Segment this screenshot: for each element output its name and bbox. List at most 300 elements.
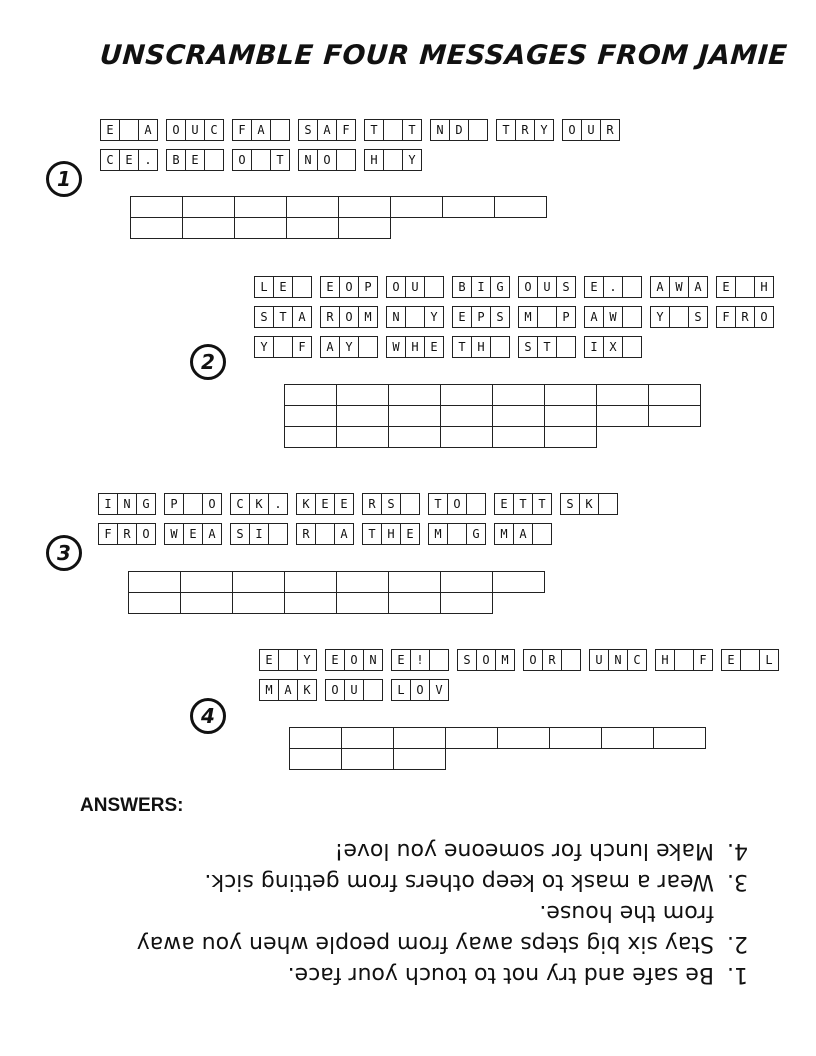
answer-box[interactable] <box>393 727 446 749</box>
letter-box: I <box>584 336 604 358</box>
answer-box[interactable] <box>234 196 287 218</box>
letter-box: N <box>386 306 406 328</box>
letter-box: P <box>359 276 378 298</box>
letter-box: K <box>298 679 317 701</box>
answer-box[interactable] <box>130 217 183 239</box>
letter-box: E <box>316 493 335 515</box>
answer-box[interactable] <box>492 384 545 406</box>
letter-box: E <box>320 276 340 298</box>
letter-box: M <box>494 523 514 545</box>
answer-box[interactable] <box>549 727 602 749</box>
scramble-chunk <box>518 306 576 328</box>
scramble-chunk <box>650 306 708 328</box>
answer-box[interactable] <box>289 727 342 749</box>
letter-box: N <box>118 493 137 515</box>
letter-box: N <box>430 119 450 141</box>
letter-box: A <box>293 306 312 328</box>
letter-box <box>401 493 420 515</box>
scramble-chunk <box>494 523 552 545</box>
scramble-chunk <box>100 149 158 171</box>
answer-row <box>130 217 546 238</box>
letter-box: U <box>538 276 557 298</box>
answer-box[interactable] <box>544 426 597 448</box>
scramble-chunk <box>428 493 486 515</box>
answer-box[interactable] <box>393 748 446 770</box>
letter-box: E <box>100 119 120 141</box>
letter-box: O <box>345 649 364 671</box>
scramble-chunk <box>523 649 581 671</box>
letter-box: P <box>164 493 184 515</box>
answer-grid-2[interactable] <box>284 384 700 447</box>
worksheet-title: UNSCRAMBLE FOUR MESSAGES FROM JAMIE <box>98 40 789 71</box>
scramble-chunk <box>230 523 288 545</box>
answer-box[interactable] <box>336 592 389 614</box>
scramble-chunk <box>386 336 444 358</box>
answer-box[interactable] <box>648 384 701 406</box>
letter-box: O <box>340 276 359 298</box>
scramble-chunk <box>254 276 312 298</box>
letter-box: T <box>533 493 552 515</box>
answer-box[interactable] <box>544 405 597 427</box>
letter-box <box>741 649 760 671</box>
answer-item: 2. Stay six big steps away from people when you away from the house. <box>100 897 720 959</box>
scramble-line <box>254 306 782 328</box>
answer-box[interactable] <box>284 405 337 427</box>
scramble-chunk <box>166 149 224 171</box>
letter-box: S <box>491 306 510 328</box>
letter-box: F <box>232 119 252 141</box>
answer-box[interactable] <box>180 592 233 614</box>
letter-box <box>337 149 356 171</box>
letter-box: E <box>186 149 205 171</box>
letter-box: Y <box>298 649 317 671</box>
letter-box: O <box>166 119 186 141</box>
answer-row <box>289 727 705 748</box>
letter-box: V <box>430 679 449 701</box>
scramble-chunk <box>259 679 317 701</box>
answer-box[interactable] <box>388 592 441 614</box>
scramble-chunk <box>298 119 356 141</box>
answer-box[interactable] <box>338 217 391 239</box>
letter-box: I <box>472 276 491 298</box>
letter-box <box>491 336 510 358</box>
scramble-chunk <box>362 523 420 545</box>
letter-box <box>538 306 557 328</box>
letter-box: K <box>580 493 599 515</box>
answer-box[interactable] <box>445 727 498 749</box>
answer-box[interactable] <box>442 196 495 218</box>
scramble-line <box>100 119 628 141</box>
scramble-chunk <box>494 493 552 515</box>
scramble-chunk <box>164 493 222 515</box>
letter-box: Y <box>425 306 444 328</box>
letter-box: A <box>139 119 158 141</box>
letter-box <box>467 493 486 515</box>
scramble-line <box>98 523 560 545</box>
letter-box: E <box>425 336 444 358</box>
letter-box: E <box>452 306 472 328</box>
letter-box: H <box>364 149 384 171</box>
letter-box <box>384 119 403 141</box>
answer-box[interactable] <box>440 571 493 593</box>
letter-box: W <box>670 276 689 298</box>
letter-box: R <box>516 119 535 141</box>
scramble-chunk <box>655 649 713 671</box>
letter-box: E <box>259 649 279 671</box>
answers-label: ANSWERS: <box>80 795 184 816</box>
letter-box <box>557 336 576 358</box>
letter-box <box>205 149 224 171</box>
letter-box: Y <box>340 336 359 358</box>
answer-box[interactable] <box>440 592 493 614</box>
letter-box: A <box>318 119 337 141</box>
letter-box: T <box>362 523 382 545</box>
answer-box[interactable] <box>128 571 181 593</box>
answer-row <box>128 571 544 592</box>
letter-box: E <box>325 649 345 671</box>
scramble-chunk <box>325 649 383 671</box>
answer-grid-1[interactable] <box>130 196 546 238</box>
scramble-chunk <box>232 119 290 141</box>
letter-box: P <box>472 306 491 328</box>
letter-box: A <box>650 276 670 298</box>
answer-row <box>130 196 546 217</box>
answer-row <box>284 405 700 426</box>
letter-box: L <box>254 276 274 298</box>
letter-box: X <box>604 336 623 358</box>
puzzle-number-4: 4 <box>190 698 226 734</box>
letter-box: B <box>452 276 472 298</box>
letter-box: F <box>716 306 736 328</box>
letter-box: S <box>230 523 250 545</box>
answer-row <box>289 748 705 769</box>
letter-box: R <box>543 649 562 671</box>
letter-box <box>406 306 425 328</box>
scramble-line <box>259 679 457 701</box>
letter-box: U <box>589 649 609 671</box>
answer-box[interactable] <box>492 571 545 593</box>
letter-box: A <box>320 336 340 358</box>
letter-box <box>316 523 335 545</box>
letter-box: T <box>271 149 290 171</box>
scramble-chunk <box>584 306 642 328</box>
scramble-chunk <box>100 119 158 141</box>
answer-grid-3[interactable] <box>128 571 544 613</box>
letter-box: . <box>269 493 288 515</box>
scramble-chunk <box>298 149 356 171</box>
letter-box: L <box>760 649 779 671</box>
letter-box: E <box>184 523 203 545</box>
letter-box <box>533 523 552 545</box>
letter-box: K <box>296 493 316 515</box>
scramble-chunk <box>584 276 642 298</box>
letter-box: F <box>293 336 312 358</box>
letter-box: M <box>259 679 279 701</box>
answer-box[interactable] <box>338 196 391 218</box>
answer-box[interactable] <box>388 426 441 448</box>
letter-box: G <box>491 276 510 298</box>
letter-box: O <box>523 649 543 671</box>
answer-box[interactable] <box>388 571 441 593</box>
letter-box: S <box>557 276 576 298</box>
answer-row <box>284 384 700 405</box>
answer-box[interactable] <box>284 426 337 448</box>
letter-box <box>425 276 444 298</box>
letter-box: H <box>406 336 425 358</box>
letter-box <box>469 119 488 141</box>
letter-box <box>364 679 383 701</box>
scramble-line <box>254 336 650 358</box>
letter-box: R <box>601 119 620 141</box>
scramble-chunk <box>325 679 383 701</box>
letter-box: A <box>252 119 271 141</box>
letter-box <box>279 649 298 671</box>
answer-box[interactable] <box>336 571 389 593</box>
letter-box: E <box>716 276 736 298</box>
letter-box: W <box>386 336 406 358</box>
letter-box: A <box>689 276 708 298</box>
answer-row <box>128 592 544 613</box>
letter-box: F <box>694 649 713 671</box>
letter-box: R <box>320 306 340 328</box>
answer-grid-4[interactable] <box>289 727 705 769</box>
scramble-chunk <box>391 679 449 701</box>
letter-box: R <box>736 306 755 328</box>
scramble-chunk <box>721 649 779 671</box>
scramble-chunk <box>457 649 515 671</box>
letter-box: O <box>137 523 156 545</box>
letter-box: L <box>391 679 411 701</box>
scramble-chunk <box>259 649 317 671</box>
letter-box: O <box>232 149 252 171</box>
scramble-chunk <box>560 493 618 515</box>
scramble-chunk <box>386 306 444 328</box>
letter-box: . <box>604 276 623 298</box>
letter-box: E <box>584 276 604 298</box>
letter-box <box>120 119 139 141</box>
letter-box: S <box>382 493 401 515</box>
letter-box: T <box>428 493 448 515</box>
scramble-chunk <box>164 523 222 545</box>
letter-box <box>274 336 293 358</box>
letter-box: G <box>137 493 156 515</box>
answer-box[interactable] <box>653 727 706 749</box>
letter-box: E <box>494 493 514 515</box>
scramble-chunk <box>386 276 444 298</box>
answer-box[interactable] <box>341 748 394 770</box>
letter-box <box>670 306 689 328</box>
answer-box[interactable] <box>492 405 545 427</box>
puzzle-number-2: 2 <box>190 344 226 380</box>
answer-box[interactable] <box>289 748 342 770</box>
answer-box[interactable] <box>497 727 550 749</box>
letter-box: T <box>538 336 557 358</box>
letter-box: Y <box>650 306 670 328</box>
letter-box: R <box>118 523 137 545</box>
answer-box[interactable] <box>440 405 493 427</box>
letter-box: A <box>203 523 222 545</box>
letter-box: E <box>335 493 354 515</box>
answer-box[interactable] <box>128 592 181 614</box>
scramble-chunk <box>496 119 554 141</box>
answer-box[interactable] <box>544 384 597 406</box>
answer-box[interactable] <box>182 196 235 218</box>
letter-box: N <box>364 649 383 671</box>
letter-box: O <box>386 276 406 298</box>
letter-box: S <box>254 306 274 328</box>
letter-box: E <box>274 276 293 298</box>
letter-box: H <box>655 649 675 671</box>
answer-row <box>284 426 700 447</box>
letter-box <box>384 149 403 171</box>
answer-box[interactable] <box>286 217 339 239</box>
answer-box[interactable] <box>232 592 285 614</box>
answer-box[interactable] <box>284 571 337 593</box>
letter-box: C <box>230 493 250 515</box>
answer-box[interactable] <box>336 384 389 406</box>
letter-box: O <box>203 493 222 515</box>
answer-box[interactable] <box>180 571 233 593</box>
scramble-chunk <box>518 336 576 358</box>
puzzle-number-1: 1 <box>46 161 82 197</box>
answer-box[interactable] <box>596 405 649 427</box>
answer-box[interactable] <box>648 405 701 427</box>
scramble-chunk <box>562 119 620 141</box>
answer-box[interactable] <box>390 196 443 218</box>
letter-box: M <box>518 306 538 328</box>
scramble-chunk <box>166 119 224 141</box>
letter-box: M <box>359 306 378 328</box>
scramble-chunk <box>362 493 420 515</box>
letter-box <box>269 523 288 545</box>
letter-box: C <box>100 149 120 171</box>
answer-box[interactable] <box>388 384 441 406</box>
letter-box: . <box>139 149 158 171</box>
answer-box[interactable] <box>182 217 235 239</box>
answer-item: 3. Wear a mask to keep others from getting sick. <box>100 866 720 897</box>
letter-box: S <box>457 649 477 671</box>
letter-box <box>430 649 449 671</box>
letter-box: A <box>279 679 298 701</box>
letter-box: O <box>325 679 345 701</box>
answer-box[interactable] <box>601 727 654 749</box>
letter-box: A <box>514 523 533 545</box>
letter-box: E <box>120 149 139 171</box>
scramble-chunk <box>452 276 510 298</box>
letter-box: T <box>514 493 533 515</box>
scramble-line <box>100 149 430 171</box>
scramble-chunk <box>650 276 708 298</box>
letter-box: D <box>450 119 469 141</box>
answer-box[interactable] <box>341 727 394 749</box>
letter-box: Y <box>403 149 422 171</box>
scramble-chunk <box>364 149 422 171</box>
letter-box: R <box>296 523 316 545</box>
scramble-chunk <box>254 306 312 328</box>
answer-box[interactable] <box>494 196 547 218</box>
answer-item: 4. Make lunch for someone you love! <box>100 835 720 866</box>
scramble-chunk <box>452 336 510 358</box>
answer-box[interactable] <box>492 426 545 448</box>
letter-box <box>293 276 312 298</box>
letter-box: M <box>428 523 448 545</box>
letter-box: O <box>411 679 430 701</box>
letter-box: E <box>391 649 411 671</box>
answer-box[interactable] <box>130 196 183 218</box>
letter-box: U <box>345 679 364 701</box>
answer-box[interactable] <box>284 592 337 614</box>
letter-box: I <box>98 493 118 515</box>
letter-box <box>448 523 467 545</box>
letter-box: R <box>362 493 382 515</box>
answer-box[interactable] <box>388 405 441 427</box>
letter-box: N <box>298 149 318 171</box>
scramble-line <box>259 649 787 671</box>
answer-box[interactable] <box>440 384 493 406</box>
scramble-chunk <box>452 306 510 328</box>
letter-box: S <box>689 306 708 328</box>
answer-box[interactable] <box>232 571 285 593</box>
letter-box: W <box>604 306 623 328</box>
upside-down-answers <box>100 835 760 990</box>
letter-box <box>599 493 618 515</box>
letter-box: S <box>560 493 580 515</box>
letter-box: C <box>205 119 224 141</box>
letter-box: K <box>250 493 269 515</box>
letter-box <box>623 276 642 298</box>
answer-box[interactable] <box>440 426 493 448</box>
answer-box[interactable] <box>336 426 389 448</box>
scramble-chunk <box>320 276 378 298</box>
scramble-chunk <box>584 336 642 358</box>
letter-box: E <box>721 649 741 671</box>
letter-box: O <box>318 149 337 171</box>
scramble-chunk <box>98 523 156 545</box>
letter-box: Y <box>535 119 554 141</box>
letter-box: S <box>518 336 538 358</box>
answer-box[interactable] <box>336 405 389 427</box>
letter-box: Y <box>254 336 274 358</box>
letter-box <box>184 493 203 515</box>
answer-box[interactable] <box>596 384 649 406</box>
letter-box: W <box>164 523 184 545</box>
letter-box: T <box>403 119 422 141</box>
answer-box[interactable] <box>286 196 339 218</box>
scramble-chunk <box>364 119 422 141</box>
letter-box <box>271 119 290 141</box>
scramble-chunk <box>589 649 647 671</box>
scramble-chunk <box>518 276 576 298</box>
scramble-chunk <box>296 523 354 545</box>
letter-box: T <box>452 336 472 358</box>
letter-box: O <box>477 649 496 671</box>
letter-box: C <box>628 649 647 671</box>
scramble-chunk <box>430 119 488 141</box>
letter-box: T <box>364 119 384 141</box>
letter-box: N <box>609 649 628 671</box>
answer-box[interactable] <box>234 217 287 239</box>
scramble-chunk <box>296 493 354 515</box>
letter-box <box>623 306 642 328</box>
scramble-chunk <box>320 336 378 358</box>
scramble-chunk <box>232 149 290 171</box>
scramble-chunk <box>254 336 312 358</box>
letter-box <box>623 336 642 358</box>
letter-box: O <box>448 493 467 515</box>
answer-box[interactable] <box>284 384 337 406</box>
scramble-chunk <box>98 493 156 515</box>
letter-box: M <box>496 649 515 671</box>
